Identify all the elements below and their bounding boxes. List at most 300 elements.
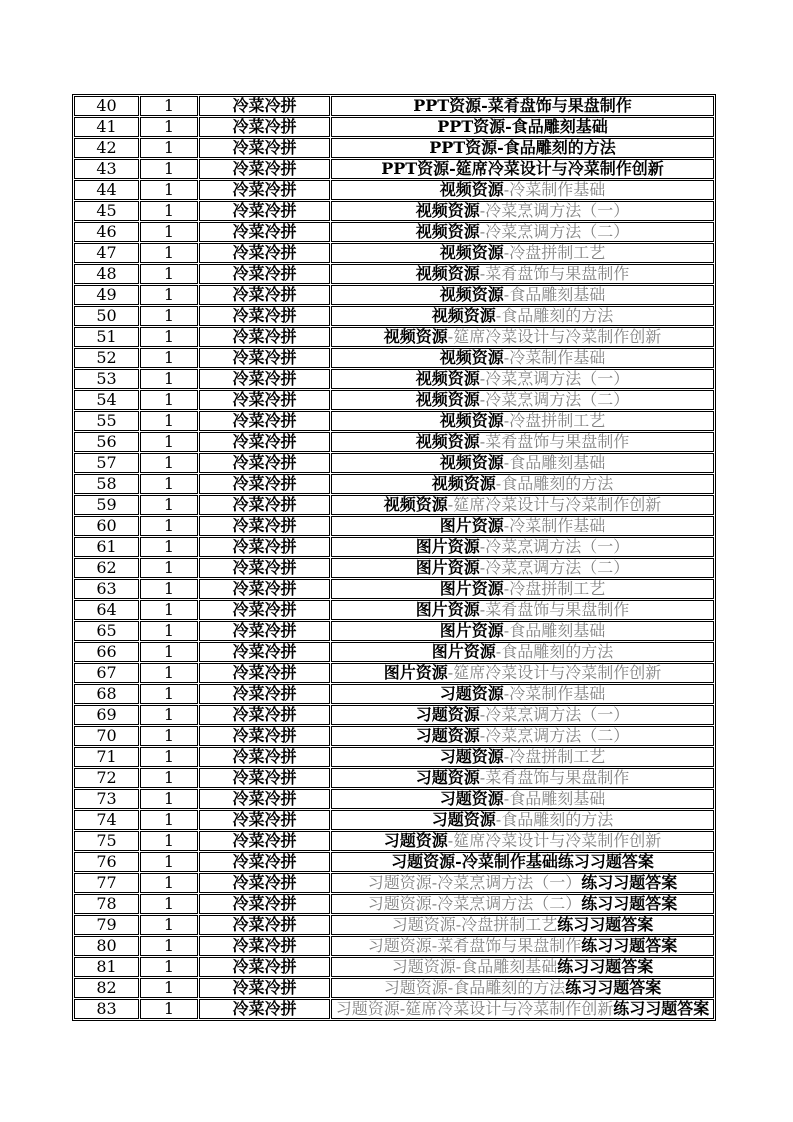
table-body	[74, 96, 714, 1019]
table-row	[74, 537, 714, 557]
resource-name-segment: -菜肴盘饰与果盘制作	[479, 768, 630, 787]
resource-name-segment: 习题资源-冷菜烹调方法（一）	[367, 873, 582, 892]
resource-name-cell	[331, 453, 714, 473]
category-cell: 冷菜冷拼	[199, 327, 330, 347]
table-row	[74, 285, 714, 305]
table-row	[74, 831, 714, 851]
table-row	[74, 348, 714, 368]
resource-name-segment: 习题资源	[439, 789, 504, 808]
category-cell: 冷菜冷拼	[199, 285, 330, 305]
resource-name-segment: 视频资源	[415, 432, 480, 451]
category-cell: 冷菜冷拼	[199, 306, 330, 326]
table-row	[74, 432, 714, 452]
resource-name-cell	[331, 684, 714, 704]
resource-name-segment: -筵席冷菜设计与冷菜制作创新	[447, 327, 662, 346]
quantity-cell: 1	[140, 978, 198, 998]
resource-name-cell	[331, 474, 714, 494]
resource-name-segment: PPT资源-菜肴盘饰与果盘制作	[413, 96, 632, 115]
resource-name-cell	[331, 222, 714, 242]
resource-table	[72, 94, 716, 1021]
category-cell: 冷菜冷拼	[199, 516, 330, 536]
table-row	[74, 474, 714, 494]
row-number-cell: 67	[74, 663, 139, 683]
table-row	[74, 243, 714, 263]
resource-name-segment: 图片资源	[439, 621, 504, 640]
category-cell: 冷菜冷拼	[199, 957, 330, 977]
table-row	[74, 516, 714, 536]
category-cell: 冷菜冷拼	[199, 138, 330, 158]
category-cell: 冷菜冷拼	[199, 705, 330, 725]
row-number-cell: 61	[74, 537, 139, 557]
resource-name-segment: 习题资源-食品雕刻基础	[391, 957, 558, 976]
resource-name-cell	[331, 915, 714, 935]
row-number-cell: 71	[74, 747, 139, 767]
category-cell: 冷菜冷拼	[199, 726, 330, 746]
table-row	[74, 558, 714, 578]
table-row	[74, 873, 714, 893]
row-number-cell: 80	[74, 936, 139, 956]
table-row	[74, 180, 714, 200]
category-cell: 冷菜冷拼	[199, 936, 330, 956]
resource-name-cell	[331, 957, 714, 977]
category-cell: 冷菜冷拼	[199, 96, 330, 116]
table-row	[74, 579, 714, 599]
category-cell: 冷菜冷拼	[199, 369, 330, 389]
resource-name-segment: 视频资源	[415, 390, 480, 409]
resource-name-segment: 练习习题答案	[581, 936, 678, 955]
table-row	[74, 306, 714, 326]
quantity-cell: 1	[140, 831, 198, 851]
row-number-cell: 42	[74, 138, 139, 158]
row-number-cell: 82	[74, 978, 139, 998]
resource-name-segment: 习题资源	[383, 831, 448, 850]
row-number-cell: 77	[74, 873, 139, 893]
resource-name-segment: 视频资源	[415, 222, 480, 241]
quantity-cell: 1	[140, 726, 198, 746]
quantity-cell: 1	[140, 201, 198, 221]
row-number-cell: 40	[74, 96, 139, 116]
table-row	[74, 159, 714, 179]
resource-name-segment: -冷菜制作基础	[503, 180, 606, 199]
resource-name-segment: -菜肴盘饰与果盘制作	[479, 264, 630, 283]
row-number-cell: 79	[74, 915, 139, 935]
table-row	[74, 663, 714, 683]
resource-name-cell	[331, 390, 714, 410]
quantity-cell: 1	[140, 243, 198, 263]
resource-name-segment: 图片资源	[415, 600, 480, 619]
resource-name-cell	[331, 621, 714, 641]
row-number-cell: 52	[74, 348, 139, 368]
row-number-cell: 45	[74, 201, 139, 221]
quantity-cell: 1	[140, 516, 198, 536]
resource-name-segment: -食品雕刻的方法	[495, 474, 614, 493]
resource-name-segment: 视频资源	[431, 306, 496, 325]
resource-name-segment: 习题资源-冷菜制作基础练习习题答案	[391, 852, 654, 871]
category-cell: 冷菜冷拼	[199, 201, 330, 221]
resource-name-segment: 习题资源	[439, 684, 504, 703]
resource-name-segment: PPT资源-筵席冷菜设计与冷菜制作创新	[381, 159, 664, 178]
resource-name-segment: -冷菜烹调方法（一）	[479, 537, 630, 556]
table-row	[74, 894, 714, 914]
resource-name-segment: -食品雕刻的方法	[495, 642, 614, 661]
resource-name-segment: 习题资源-菜肴盘饰与果盘制作	[367, 936, 582, 955]
row-number-cell: 62	[74, 558, 139, 578]
table-row	[74, 747, 714, 767]
resource-name-segment: 习题资源-冷菜烹调方法（二）	[367, 894, 582, 913]
category-cell: 冷菜冷拼	[199, 873, 330, 893]
table-row	[74, 201, 714, 221]
table-row	[74, 411, 714, 431]
resource-name-segment: 视频资源	[415, 201, 480, 220]
resource-name-segment: -筵席冷菜设计与冷菜制作创新	[447, 495, 662, 514]
row-number-cell: 48	[74, 264, 139, 284]
resource-name-cell	[331, 663, 714, 683]
category-cell: 冷菜冷拼	[199, 180, 330, 200]
resource-name-segment: -冷盘拼制工艺	[503, 747, 606, 766]
resource-name-segment: -食品雕刻基础	[503, 789, 606, 808]
resource-name-cell	[331, 96, 714, 116]
category-cell: 冷菜冷拼	[199, 432, 330, 452]
row-number-cell: 57	[74, 453, 139, 473]
table-row	[74, 915, 714, 935]
resource-name-segment: -冷菜烹调方法（二）	[479, 390, 630, 409]
resource-name-segment: -冷菜烹调方法（二）	[479, 222, 630, 241]
category-cell: 冷菜冷拼	[199, 915, 330, 935]
resource-name-segment: 习题资源	[415, 726, 480, 745]
quantity-cell: 1	[140, 96, 198, 116]
quantity-cell: 1	[140, 915, 198, 935]
resource-name-segment: 图片资源	[439, 516, 504, 535]
table-row	[74, 768, 714, 788]
resource-name-segment: 图片资源	[415, 537, 480, 556]
resource-name-cell	[331, 159, 714, 179]
row-number-cell: 78	[74, 894, 139, 914]
resource-name-segment: 视频资源	[439, 285, 504, 304]
quantity-cell: 1	[140, 852, 198, 872]
table-row	[74, 390, 714, 410]
resource-name-cell	[331, 747, 714, 767]
row-number-cell: 66	[74, 642, 139, 662]
table-row	[74, 852, 714, 872]
resource-name-cell	[331, 117, 714, 137]
row-number-cell: 43	[74, 159, 139, 179]
quantity-cell: 1	[140, 684, 198, 704]
table-row	[74, 495, 714, 515]
resource-name-segment: 图片资源	[439, 579, 504, 598]
table-row	[74, 642, 714, 662]
resource-name-cell	[331, 201, 714, 221]
quantity-cell: 1	[140, 558, 198, 578]
row-number-cell: 53	[74, 369, 139, 389]
resource-name-segment: -菜肴盘饰与果盘制作	[479, 432, 630, 451]
row-number-cell: 83	[74, 999, 139, 1019]
resource-name-segment: -食品雕刻的方法	[495, 810, 614, 829]
row-number-cell: 64	[74, 600, 139, 620]
resource-name-segment: -筵席冷菜设计与冷菜制作创新	[447, 831, 662, 850]
row-number-cell: 70	[74, 726, 139, 746]
row-number-cell: 47	[74, 243, 139, 263]
category-cell: 冷菜冷拼	[199, 978, 330, 998]
category-cell: 冷菜冷拼	[199, 117, 330, 137]
row-number-cell: 63	[74, 579, 139, 599]
resource-name-cell	[331, 327, 714, 347]
resource-name-cell	[331, 852, 714, 872]
category-cell: 冷菜冷拼	[199, 474, 330, 494]
resource-name-cell	[331, 558, 714, 578]
resource-name-segment: -冷菜烹调方法（二）	[479, 558, 630, 577]
category-cell: 冷菜冷拼	[199, 768, 330, 788]
row-number-cell: 74	[74, 810, 139, 830]
category-cell: 冷菜冷拼	[199, 495, 330, 515]
quantity-cell: 1	[140, 474, 198, 494]
resource-name-cell	[331, 579, 714, 599]
resource-name-segment: 练习习题答案	[565, 978, 662, 997]
category-cell: 冷菜冷拼	[199, 621, 330, 641]
table-row	[74, 810, 714, 830]
row-number-cell: 69	[74, 705, 139, 725]
resource-name-segment: -冷盘拼制工艺	[503, 579, 606, 598]
row-number-cell: 58	[74, 474, 139, 494]
table-row	[74, 327, 714, 347]
resource-name-cell	[331, 537, 714, 557]
category-cell: 冷菜冷拼	[199, 747, 330, 767]
category-cell: 冷菜冷拼	[199, 852, 330, 872]
quantity-cell: 1	[140, 621, 198, 641]
quantity-cell: 1	[140, 789, 198, 809]
quantity-cell: 1	[140, 327, 198, 347]
resource-name-segment: 习题资源	[415, 768, 480, 787]
resource-name-cell	[331, 810, 714, 830]
table-row	[74, 222, 714, 242]
quantity-cell: 1	[140, 390, 198, 410]
category-cell: 冷菜冷拼	[199, 222, 330, 242]
row-number-cell: 56	[74, 432, 139, 452]
row-number-cell: 76	[74, 852, 139, 872]
table-row	[74, 117, 714, 137]
resource-name-segment: 视频资源	[415, 369, 480, 388]
row-number-cell: 81	[74, 957, 139, 977]
resource-name-segment: PPT资源-食品雕刻基础	[437, 117, 608, 136]
category-cell: 冷菜冷拼	[199, 999, 330, 1019]
row-number-cell: 59	[74, 495, 139, 515]
resource-name-segment: -冷菜烹调方法（一）	[479, 705, 630, 724]
category-cell: 冷菜冷拼	[199, 537, 330, 557]
category-cell: 冷菜冷拼	[199, 390, 330, 410]
category-cell: 冷菜冷拼	[199, 453, 330, 473]
resource-name-segment: 习题资源-筵席冷菜设计与冷菜制作创新	[335, 999, 614, 1018]
resource-name-segment: -冷菜烹调方法（二）	[479, 726, 630, 745]
resource-name-segment: 习题资源-冷盘拼制工艺	[391, 915, 558, 934]
resource-name-segment: -冷菜制作基础	[503, 348, 606, 367]
resource-name-segment: 练习习题答案	[581, 873, 678, 892]
row-number-cell: 49	[74, 285, 139, 305]
resource-name-segment: PPT资源-食品雕刻的方法	[429, 138, 616, 157]
resource-name-cell	[331, 516, 714, 536]
quantity-cell: 1	[140, 453, 198, 473]
resource-name-segment: 练习习题答案	[557, 957, 654, 976]
table-row	[74, 789, 714, 809]
resource-name-cell	[331, 705, 714, 725]
category-cell: 冷菜冷拼	[199, 411, 330, 431]
resource-name-cell	[331, 411, 714, 431]
quantity-cell: 1	[140, 873, 198, 893]
resource-name-segment: -冷菜制作基础	[503, 516, 606, 535]
resource-name-cell	[331, 789, 714, 809]
row-number-cell: 51	[74, 327, 139, 347]
quantity-cell: 1	[140, 642, 198, 662]
quantity-cell: 1	[140, 432, 198, 452]
resource-name-segment: -食品雕刻基础	[503, 621, 606, 640]
resource-name-segment: 习题资源	[431, 810, 496, 829]
row-number-cell: 75	[74, 831, 139, 851]
resource-name-segment: 视频资源	[383, 495, 448, 514]
table-row	[74, 600, 714, 620]
resource-name-segment: 练习习题答案	[557, 915, 654, 934]
resource-name-segment: -冷盘拼制工艺	[503, 411, 606, 430]
quantity-cell: 1	[140, 936, 198, 956]
table-row	[74, 369, 714, 389]
resource-name-segment: 视频资源	[439, 243, 504, 262]
row-number-cell: 65	[74, 621, 139, 641]
resource-name-segment: 练习习题答案	[581, 894, 678, 913]
resource-name-segment: 视频资源	[439, 453, 504, 472]
resource-name-cell	[331, 264, 714, 284]
category-cell: 冷菜冷拼	[199, 831, 330, 851]
table-row	[74, 999, 714, 1019]
row-number-cell: 44	[74, 180, 139, 200]
resource-name-cell	[331, 894, 714, 914]
row-number-cell: 54	[74, 390, 139, 410]
category-cell: 冷菜冷拼	[199, 348, 330, 368]
resource-name-cell	[331, 432, 714, 452]
resource-name-segment: 习题资源-食品雕刻的方法	[383, 978, 566, 997]
resource-name-segment: 练习习题答案	[613, 999, 710, 1018]
quantity-cell: 1	[140, 810, 198, 830]
quantity-cell: 1	[140, 894, 198, 914]
quantity-cell: 1	[140, 306, 198, 326]
quantity-cell: 1	[140, 579, 198, 599]
quantity-cell: 1	[140, 411, 198, 431]
table-row	[74, 957, 714, 977]
resource-name-cell	[331, 285, 714, 305]
resource-name-cell	[331, 306, 714, 326]
quantity-cell: 1	[140, 705, 198, 725]
category-cell: 冷菜冷拼	[199, 810, 330, 830]
resource-name-segment: -冷盘拼制工艺	[503, 243, 606, 262]
quantity-cell: 1	[140, 495, 198, 515]
table-row	[74, 978, 714, 998]
table-row	[74, 453, 714, 473]
resource-name-cell	[331, 726, 714, 746]
resource-name-segment: 视频资源	[439, 348, 504, 367]
resource-name-segment: 视频资源	[383, 327, 448, 346]
quantity-cell: 1	[140, 348, 198, 368]
resource-name-segment: 视频资源	[439, 411, 504, 430]
row-number-cell: 50	[74, 306, 139, 326]
resource-name-segment: 习题资源	[415, 705, 480, 724]
resource-name-segment: -冷菜制作基础	[503, 684, 606, 703]
resource-name-cell	[331, 495, 714, 515]
table-row	[74, 684, 714, 704]
quantity-cell: 1	[140, 159, 198, 179]
quantity-cell: 1	[140, 138, 198, 158]
resource-name-cell	[331, 936, 714, 956]
resource-name-segment: -食品雕刻基础	[503, 285, 606, 304]
table-row	[74, 621, 714, 641]
row-number-cell: 60	[74, 516, 139, 536]
category-cell: 冷菜冷拼	[199, 243, 330, 263]
resource-name-cell	[331, 999, 714, 1019]
row-number-cell: 68	[74, 684, 139, 704]
quantity-cell: 1	[140, 369, 198, 389]
quantity-cell: 1	[140, 747, 198, 767]
resource-name-cell	[331, 138, 714, 158]
category-cell: 冷菜冷拼	[199, 684, 330, 704]
quantity-cell: 1	[140, 222, 198, 242]
resource-name-segment: -冷菜烹调方法（一）	[479, 201, 630, 220]
resource-name-cell	[331, 873, 714, 893]
table-row	[74, 264, 714, 284]
quantity-cell: 1	[140, 537, 198, 557]
resource-name-segment: 视频资源	[439, 180, 504, 199]
table-row	[74, 936, 714, 956]
category-cell: 冷菜冷拼	[199, 558, 330, 578]
resource-name-segment: -食品雕刻基础	[503, 453, 606, 472]
category-cell: 冷菜冷拼	[199, 159, 330, 179]
resource-name-segment: -筵席冷菜设计与冷菜制作创新	[447, 663, 662, 682]
row-number-cell: 72	[74, 768, 139, 788]
table-row	[74, 138, 714, 158]
row-number-cell: 46	[74, 222, 139, 242]
quantity-cell: 1	[140, 180, 198, 200]
resource-name-segment: 习题资源	[439, 747, 504, 766]
category-cell: 冷菜冷拼	[199, 264, 330, 284]
resource-name-cell	[331, 768, 714, 788]
row-number-cell: 73	[74, 789, 139, 809]
table-row	[74, 705, 714, 725]
resource-name-cell	[331, 978, 714, 998]
resource-name-segment: -菜肴盘饰与果盘制作	[479, 600, 630, 619]
resource-name-segment: 视频资源	[431, 474, 496, 493]
category-cell: 冷菜冷拼	[199, 579, 330, 599]
resource-name-segment: 图片资源	[383, 663, 448, 682]
row-number-cell: 55	[74, 411, 139, 431]
resource-name-segment: 图片资源	[431, 642, 496, 661]
resource-name-cell	[331, 369, 714, 389]
quantity-cell: 1	[140, 117, 198, 137]
resource-name-segment: 视频资源	[415, 264, 480, 283]
resource-name-cell	[331, 348, 714, 368]
table-row	[74, 726, 714, 746]
category-cell: 冷菜冷拼	[199, 789, 330, 809]
category-cell: 冷菜冷拼	[199, 663, 330, 683]
quantity-cell: 1	[140, 999, 198, 1019]
resource-name-cell	[331, 831, 714, 851]
resource-name-cell	[331, 180, 714, 200]
quantity-cell: 1	[140, 663, 198, 683]
resource-name-segment: -食品雕刻的方法	[495, 306, 614, 325]
resource-name-segment: -冷菜烹调方法（一）	[479, 369, 630, 388]
quantity-cell: 1	[140, 957, 198, 977]
category-cell: 冷菜冷拼	[199, 600, 330, 620]
resource-name-segment: 图片资源	[415, 558, 480, 577]
table-row	[74, 96, 714, 116]
resource-name-cell	[331, 243, 714, 263]
quantity-cell: 1	[140, 600, 198, 620]
resource-name-cell	[331, 600, 714, 620]
quantity-cell: 1	[140, 285, 198, 305]
row-number-cell: 41	[74, 117, 139, 137]
